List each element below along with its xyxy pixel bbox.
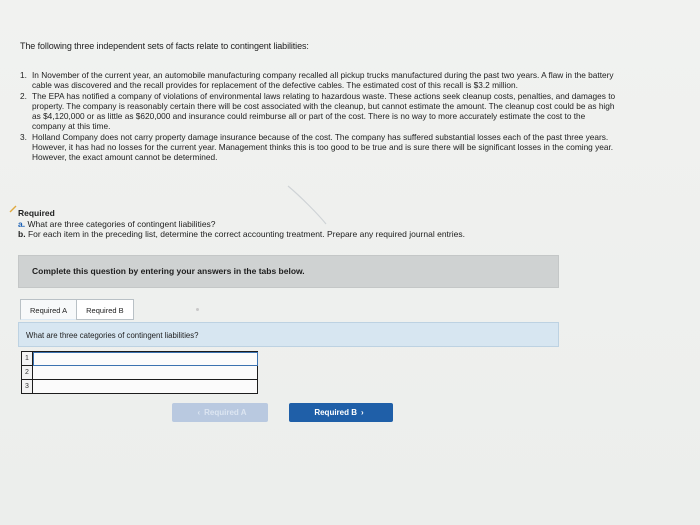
prev-required-button[interactable]	[172, 403, 268, 422]
table-row	[22, 352, 258, 366]
question-bar	[18, 322, 559, 347]
row-index: 3	[22, 380, 33, 394]
answer-table	[21, 351, 258, 394]
pen-stroke	[10, 206, 16, 212]
fact-text: The EPA has notified a company of violations of environmental laws relating to hazardous waste. These actions seek cleanup costs, penalties, and damages to property. The company is reasonably certain there will be cost associated with the cleanup, but cannot estimate the amount. The cleanup cost could be as high as $4,120,000 or as little as $620,000 and insurance could reimburse all or part of the cost. There is no way to more accurately estimate the cost to the company at this time.	[32, 90, 616, 132]
fact-number: 2.	[20, 90, 27, 101]
row-index: 2	[22, 366, 33, 380]
facts-list	[20, 70, 620, 163]
answer-cell[interactable]	[33, 366, 258, 380]
required-section	[18, 208, 618, 240]
required-a-text: What are three categories of contingent liabilities?	[27, 218, 216, 229]
fact-number: 3.	[20, 131, 27, 142]
tab-bar	[20, 299, 133, 321]
required-title: Required	[18, 208, 55, 218]
required-a-label: a.	[18, 218, 26, 229]
answer-cell[interactable]	[33, 380, 258, 394]
row-index: 1	[22, 352, 33, 366]
required-b-label: b.	[18, 229, 26, 239]
cursor-dot	[196, 308, 199, 311]
instruction-text: Complete this question by entering your answers in the tabs below.	[32, 266, 305, 276]
answer-input-3[interactable]	[33, 381, 257, 393]
instruction-bar	[18, 255, 559, 288]
answer-input-1[interactable]	[33, 353, 257, 365]
intro-text: The following three independent sets of facts relate to contingent liabilities:	[20, 41, 309, 51]
fact-item-1	[20, 70, 620, 91]
required-b-text: For each item in the preceding list, determine the correct accounting treatment. Prepare any required journal entries.	[27, 229, 465, 239]
required-b-line	[18, 229, 618, 240]
chevron-right-icon: ›	[361, 408, 364, 417]
required-a-line	[18, 219, 618, 230]
next-required-button[interactable]	[289, 403, 393, 422]
prev-button-label: Required A	[204, 408, 247, 417]
tab-required-a[interactable]: Required A	[20, 299, 77, 320]
fact-item-3	[20, 132, 620, 163]
next-button-label: Required B	[314, 408, 357, 417]
fact-text: In November of the current year, an automobile manufacturing company recalled all pickup trucks manufactured during the past two years. A flaw in the battery cable was discovered and the recall provides for replacement of the defective cables. The estimated cost of this recall is $3.2 million.	[32, 70, 614, 91]
answer-input-2[interactable]	[33, 367, 257, 379]
fact-number: 1.	[20, 70, 27, 80]
tab-required-b[interactable]: Required B	[76, 299, 134, 320]
chevron-left-icon: ‹	[197, 408, 201, 417]
answer-cell[interactable]	[33, 352, 258, 366]
question-text: What are three categories of contingent liabilities?	[26, 331, 199, 340]
table-row	[22, 380, 258, 394]
fact-item-2	[20, 91, 620, 132]
table-row	[22, 366, 258, 380]
fact-text: Holland Company does not carry property damage insurance because of the cost. The company has suffered substantial losses each of the past three years. However, it has had no losses for the current year. Management thinks this is too good to be true and is sure there will be significant losses in the coming year. However, the exact amount cannot be determined.	[32, 131, 614, 163]
